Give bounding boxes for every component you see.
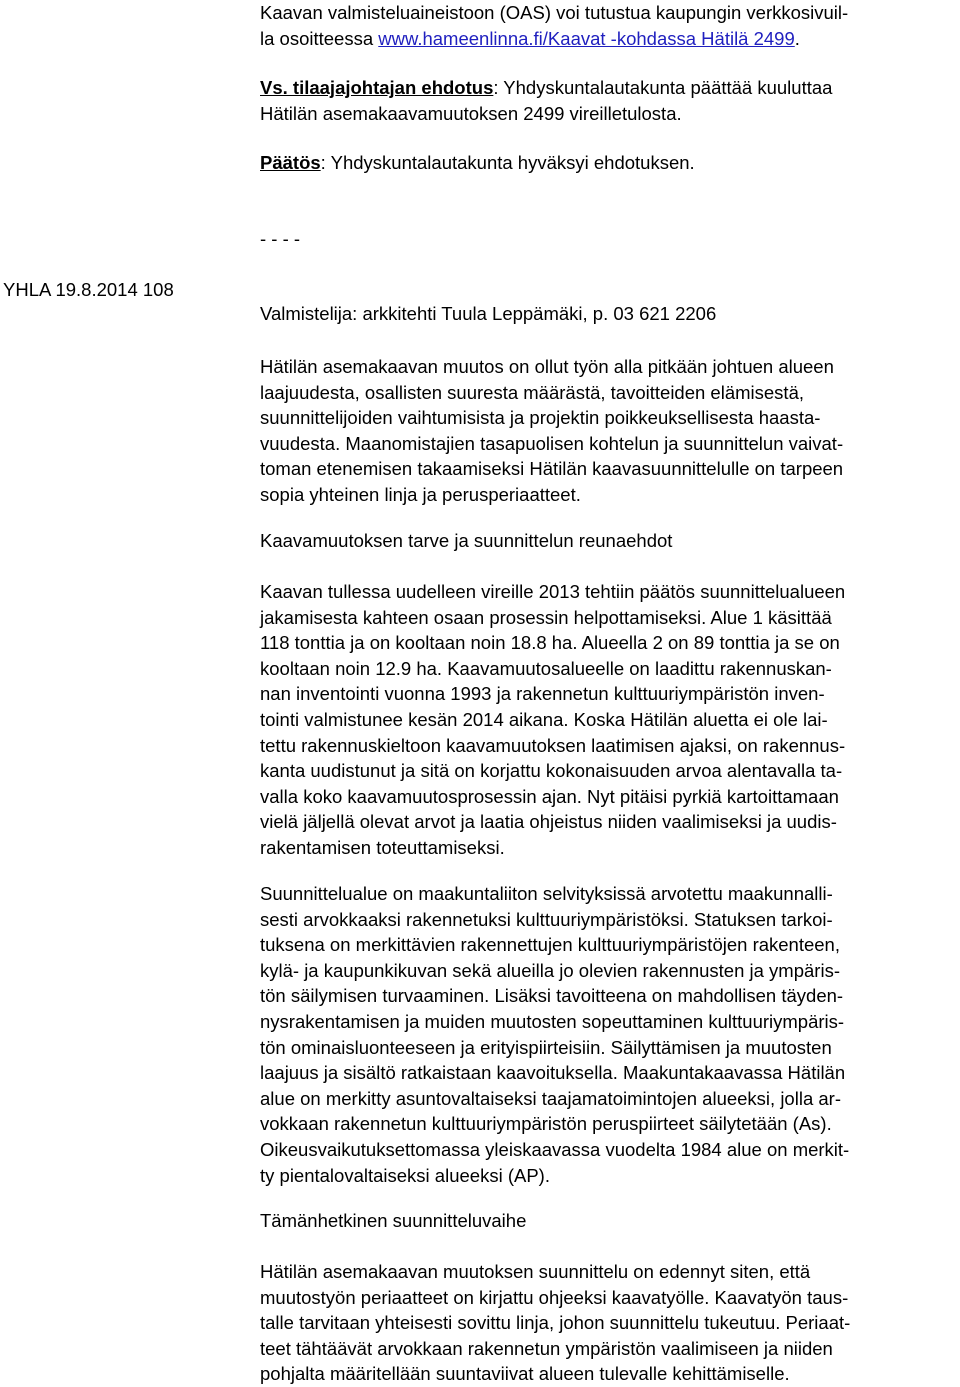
kaavat-link[interactable]: www.hameenlinna.fi/Kaavat -kohdassa Hätilä 2499 <box>378 27 795 49</box>
text-line: alue on merkitty asuntovaltaiseksi taajamatoimintojen alueeksi, jolla ar- <box>260 1087 841 1109</box>
text-line: sopia yhteinen linja ja perusperiaatteet. <box>260 483 581 505</box>
text-line: laajuus ja sisältö ratkaistaan kaavoituksella. Maakuntakaavassa Hätilän <box>260 1062 846 1084</box>
intro-line-2-pre: la osoitteessa <box>260 27 379 49</box>
text-line: tuksena on merkittävien rakennettujen kulttuuriympäristöjen rakenteen, <box>260 934 840 956</box>
text-line: suunnittelijoiden vaihtumisista ja projektin poikkeuksellisesta haasta- <box>260 407 821 429</box>
meeting-reference: YHLA 19.8.2014 108 <box>3 279 174 300</box>
intro-line-2-post: . <box>794 27 800 49</box>
text-line: jakamisesta kahteen osaan prosessin helpottamiseksi. Alue 1 käsittää <box>260 606 832 628</box>
text-line: sesti arvokkaaksi rakennetuksi kulttuuriympäristöksi. Statuksen tarkoi- <box>260 908 833 930</box>
text-line: talle tarvitaan yhteisesti sovittu linja, johon suunnittelu tukeutuu. Periaat- <box>260 1312 851 1334</box>
heading-text: Kaavamuutoksen tarve ja suunnittelun reunaehdot <box>260 530 673 551</box>
text-line: nysrakentamisen ja muiden muutosten sopeuttaminen kulttuuriympäris- <box>260 1010 845 1032</box>
heading-text: Tämänhetkinen suunnitteluvaihe <box>260 1210 527 1231</box>
decision-rest: : Yhdyskuntalautakunta hyväksyi ehdotuksen. <box>320 152 695 173</box>
text-line: kooltaan noin 12.9 ha. Kaavamuutosalueelle on laadittu rakennuskan- <box>260 657 832 679</box>
text-line: vuudesta. Maanomistajien tasapuolisen kohtelun ja suunnittelun vaivat- <box>260 432 844 454</box>
text-line: toman etenemisen takaamiseksi Hätilän kaavasuunnittelulle on tarpeen <box>260 458 844 480</box>
paragraph-2 <box>260 579 952 861</box>
text-line: kylä- ja kaupunkikuvan sekä alueilla jo olevien rakennusten ja ympäris- <box>260 959 840 981</box>
text-line: Hätilän asemakaavan muutoksen suunnittelu on edennyt siten, että <box>260 1261 811 1282</box>
text-line: pohjalta määritellään suuntaviivat alueen tulevalle kehittämiselle. <box>260 1363 790 1385</box>
text-line: muutostyön periaatteet on kirjattu ohjeeksi kaavatyölle. Kaavatyön taus- <box>260 1286 849 1308</box>
text-line: rakentamisen toteuttamiseksi. <box>260 836 505 858</box>
decision-label: Päätös <box>260 152 321 173</box>
paragraph-1 <box>260 354 952 508</box>
text-line: Kaavan tullessa uudelleen vireille 2013 tehtiin päätös suunnittelualueen <box>260 581 846 602</box>
proposal-line-1-rest: : Yhdyskuntalautakunta päättää kuuluttaa <box>493 77 833 98</box>
proposal-label: Vs. tilaajajohtajan ehdotus <box>260 77 494 98</box>
decision-line <box>260 150 952 176</box>
text-line: ty pientalovaltaiseksi alueeksi (AP). <box>260 1164 550 1186</box>
proposal-line-1 <box>260 75 952 101</box>
intro-line-1: Kaavan valmisteluaineistoon (OAS) voi tutustua kaupungin verkkosivuil- <box>260 2 849 23</box>
preparer-line <box>260 301 952 327</box>
intro-paragraph <box>260 0 952 51</box>
text-line: laajuudesta, osallisten suuresta määrästä, tavoitteiden elämisestä, <box>260 381 804 403</box>
decision-paragraph <box>260 150 952 176</box>
separator-dashes: - - - - <box>260 228 301 249</box>
section-heading-1 <box>260 528 952 554</box>
text-line: nan inventointi vuonna 1993 ja rakennetun kulttuuriympäristön inven- <box>260 683 825 705</box>
text-line: Oikeusvaikutuksettomassa yleiskaavassa vuodelta 1984 alue on merkit- <box>260 1138 850 1160</box>
proposal-paragraph <box>260 75 952 126</box>
paragraph-3 <box>260 881 952 1188</box>
paragraph-4 <box>260 1259 952 1387</box>
text-line: Hätilän asemakaavan muutos on ollut työn alla pitkään johtuen alueen <box>260 356 834 377</box>
proposal-line-2: Hätilän asemakaavamuutoksen 2499 vireilletulosta. <box>260 102 682 124</box>
text-line: kanta uudistunut ja sitä on korjattu kokonaisuuden arvoa alentavalla ta- <box>260 760 843 782</box>
section-heading-2 <box>260 1208 952 1234</box>
text-line: valla koko kaavamuutosprosessin ajan. Nyt pitäisi pyrkiä kartoittamaan <box>260 785 839 807</box>
text-line: tointi valmistunee kesän 2014 aikana. Koska Hätilän aluetta ei ole lai- <box>260 708 828 730</box>
text-line: tettu rakennuskieltoon kaavamuutoksen laatimisen ajaksi, on rakennus- <box>260 734 846 756</box>
text-line: Suunnittelualue on maakuntaliiton selvityksissä arvotettu maakunnalli- <box>260 883 833 904</box>
text-line: vielä jäljellä olevat arvot ja laatia ohjeistus niiden vaalimiseksi ja uudis- <box>260 811 837 833</box>
preparer-text: Valmistelija: arkkitehti Tuula Leppämäki, p. 03 621 2206 <box>260 303 717 324</box>
separator <box>260 226 952 252</box>
text-line: teet tähtäävät arvokkaan rakennetun ympäristön vaalimiseen ja niiden <box>260 1337 833 1359</box>
intro-line-2 <box>260 26 952 52</box>
text-line: 118 tonttia ja on kooltaan noin 18.8 ha. Alueella 2 on 89 tonttia ja se on <box>260 632 840 654</box>
text-line: tön säilymisen turvaaminen. Lisäksi tavoitteena on mahdollisen täyden- <box>260 985 844 1007</box>
text-line: tön ominaisluonteeseen ja erityispiirteisiin. Säilyttämisen ja muutosten <box>260 1036 832 1058</box>
text-line: vokkaan rakennetun kulttuuriympäristön peruspiirteet säilytetään (As). <box>260 1113 832 1135</box>
